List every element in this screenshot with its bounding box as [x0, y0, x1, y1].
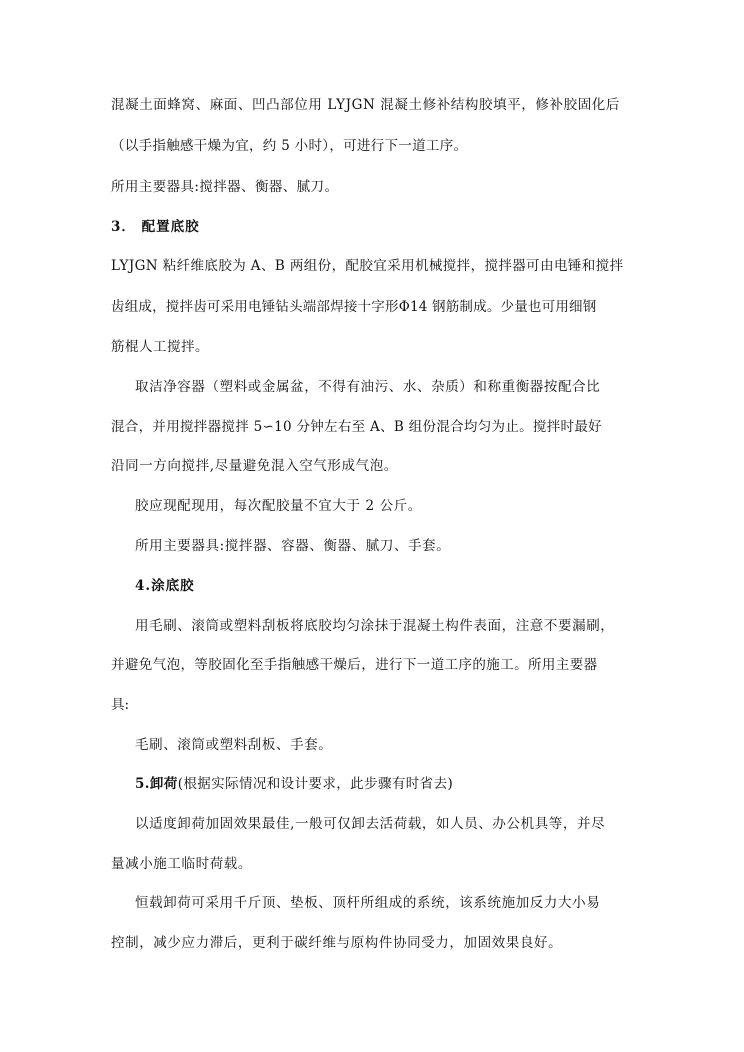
- section-heading-5: [0, 774, 744, 794]
- paragraph-line: 量减小施工临时荷载。: [111, 856, 252, 872]
- tools-line: 毛刷、滚筒或塑料刮板、手套。: [135, 737, 333, 753]
- tools-line: 所用主要器具:搅拌器、衡器、腻刀。: [111, 179, 339, 195]
- heading-title: 5.卸荷: [135, 776, 178, 792]
- heading-note: (根据实际情况和设计要求，此步骤有时省去): [177, 776, 454, 792]
- paragraph-line: 以适度卸荷加固效果最佳,一般可仅卸去活荷载，如人员、办公机具等，并尽: [135, 816, 606, 832]
- paragraph-line: 并避免气泡，等胶固化至手指触感干燥后，进行下一道工序的施工。所用主要器: [111, 657, 598, 673]
- tools-line: 所用主要器具:搅拌器、容器、衡器、腻刀、手套。: [135, 538, 451, 554]
- paragraph-line: 具:: [111, 697, 130, 713]
- paragraph-line: （以手指触感干燥为宜，约 5 小时），可进行下一道工序。: [111, 138, 468, 154]
- paragraph-line: 用毛刷、滚筒或塑料刮板将底胶均匀涂抹于混凝土构件表面，注意不要漏刷，: [135, 618, 615, 634]
- paragraph-line: 混凝土面蜂窝、麻面、凹凸部位用 LYJGN 混凝土修补结构胶填平，修补胶固化后: [111, 97, 621, 113]
- section-heading-3: 3． 配置底胶: [111, 219, 200, 235]
- paragraph-line: LYJGN 粘纤维底胶为 A、B 两组份，配胶宜采用机械搅拌，搅拌器可由电锤和搅拌: [111, 258, 624, 274]
- paragraph-line: 取洁净容器（塑料或金属盆，不得有油污、水、杂质）和称重衡器按配合比: [135, 379, 601, 395]
- paragraph-line: 控制，减少应力滞后，更利于碳纤维与原构件协同受力，加固效果良好。: [111, 935, 563, 951]
- section-heading-4: 4.涂底胶: [135, 578, 195, 594]
- paragraph-line: 混合，并用搅拌器搅拌 5∽10 分钟左右至 A、B 组份混合均匀为止。搅拌时最好: [111, 419, 602, 435]
- paragraph-line: 恒载卸荷可采用千斤顶、垫板、顶杆所组成的系统，该系统施加反力大小易: [135, 895, 601, 911]
- paragraph-line: 胶应现配现用，每次配胶量不宜大于 2 公斤。: [135, 498, 422, 514]
- paragraph-line: 筋棍人工搅拌。: [111, 339, 209, 355]
- paragraph-line: 齿组成，搅拌齿可采用电锤钻头端部焊接十字形Φ14 钢筋制成。少量也可用细钢: [111, 299, 597, 315]
- paragraph-line: 沿同一方向搅拌,尽量避免混入空气形成气泡。: [111, 458, 398, 474]
